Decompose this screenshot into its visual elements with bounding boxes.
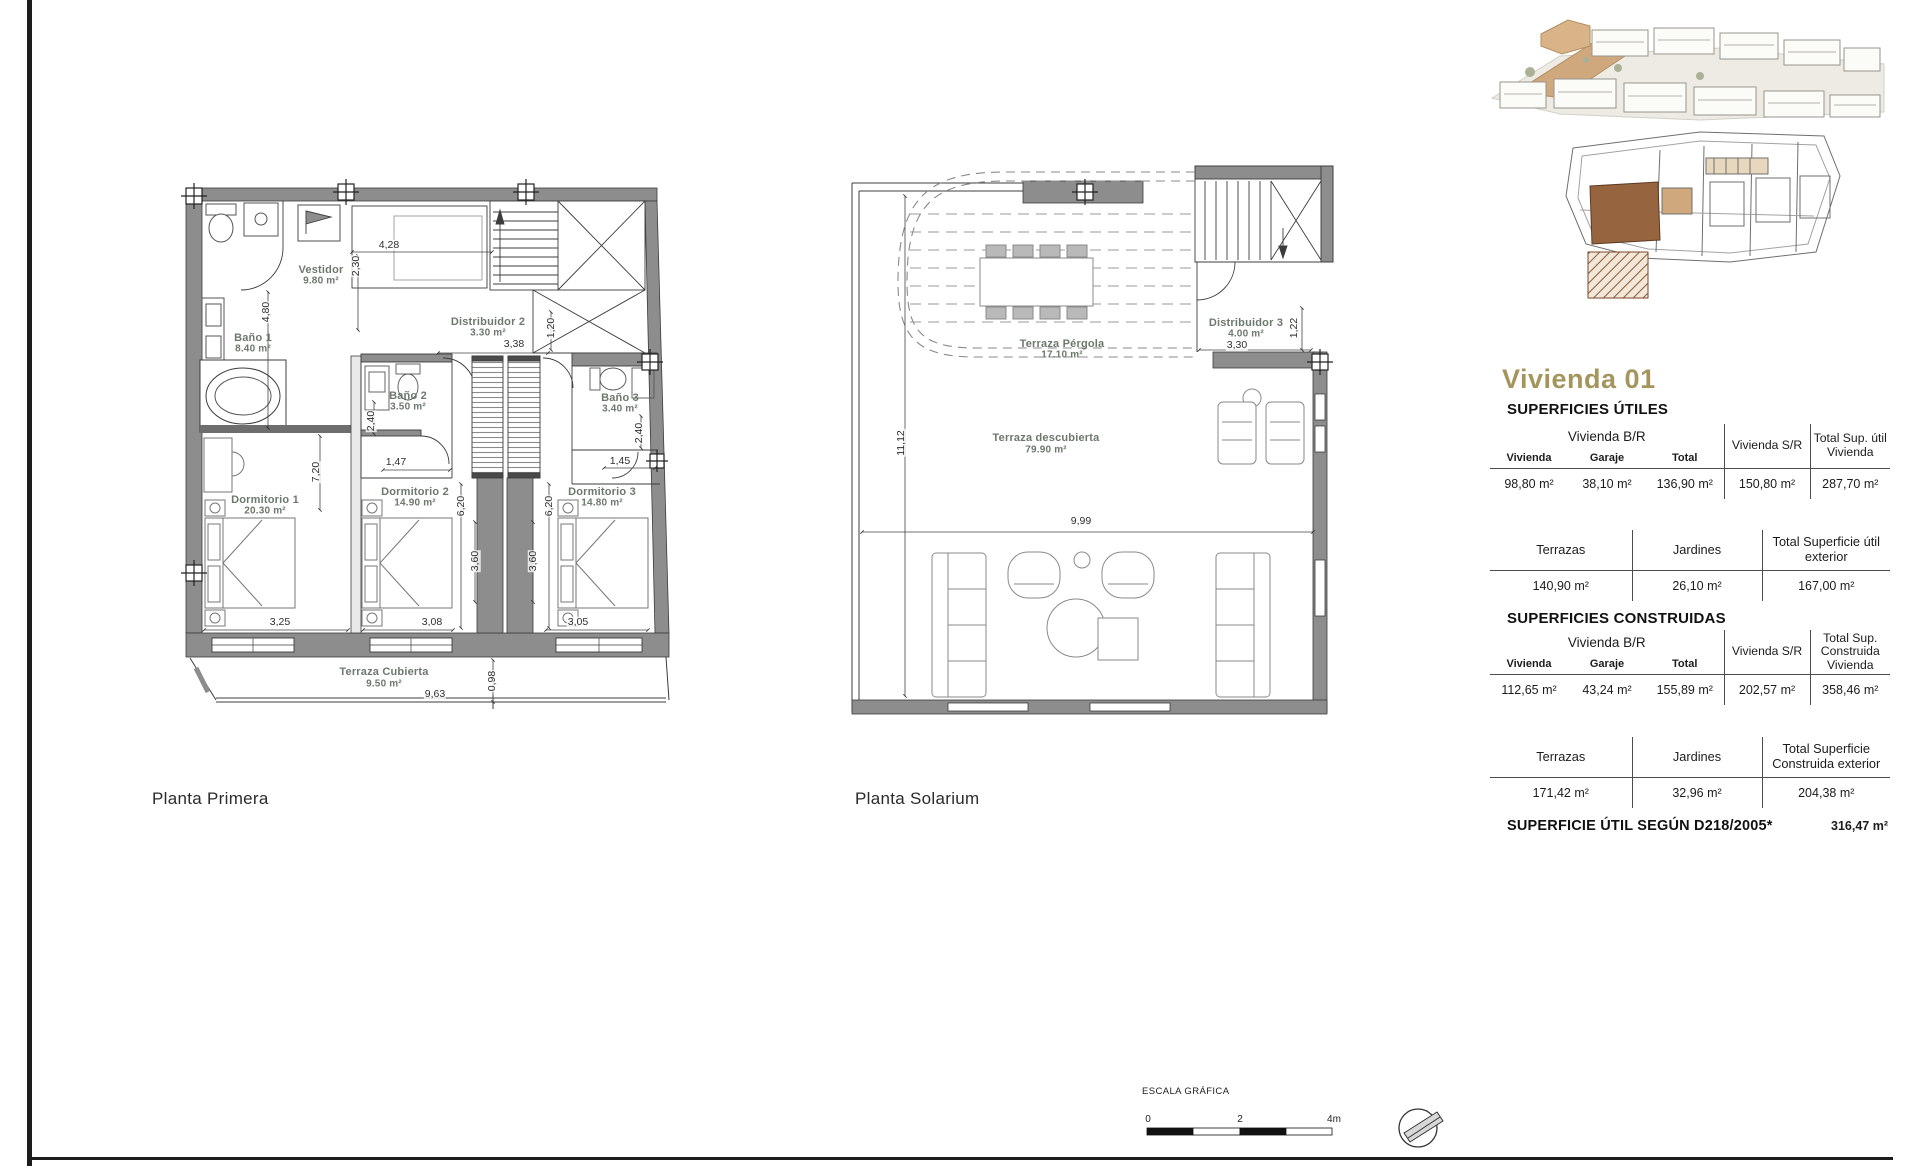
toilet-icon xyxy=(206,204,236,215)
dining-table-icon xyxy=(980,245,1093,319)
toilet-icon xyxy=(396,364,420,374)
room-area-pergola: 17.10 m² xyxy=(1041,349,1083,361)
dimension-label: 3,05 xyxy=(567,615,589,628)
site-plan-illustration xyxy=(1566,132,1840,298)
dimension-label: 4,28 xyxy=(378,238,400,251)
room-label-vestidor: Vestidor xyxy=(298,264,344,276)
room-area-dormitorio1: 20.30 m² xyxy=(244,505,286,517)
wardrobe-icon xyxy=(298,205,340,241)
col-header: Total Superficie útil exterior xyxy=(1762,530,1890,571)
col-subheader: Garaje xyxy=(1568,654,1646,675)
col-header: Vivienda S/R xyxy=(1724,424,1810,469)
value-cell: 140,90 m² xyxy=(1532,579,1589,593)
value-cell: 155,89 m² xyxy=(1656,683,1713,697)
room-label-dormitorio1: Dormitorio 1 xyxy=(231,494,299,506)
room-area-vestidor: 9.80 m² xyxy=(303,275,339,287)
col-subheader: Total xyxy=(1646,654,1724,675)
dimension-label: 3,60 xyxy=(526,550,539,572)
col-header: Jardines xyxy=(1632,737,1762,778)
room-area-distribuidor2: 3.30 m² xyxy=(470,327,506,339)
sun-lounger-icon xyxy=(1218,389,1304,464)
col-subheader: Garaje xyxy=(1568,448,1646,469)
dimension-label: 2,30 xyxy=(349,255,362,277)
value-cell: 204,38 m² xyxy=(1762,778,1890,809)
dimension-label: 2,40 xyxy=(364,410,377,432)
dimension-label: 11,12 xyxy=(894,430,907,456)
room-area-terraza-cubierta: 9.50 m² xyxy=(366,678,402,690)
value-cell: 171,42 m² xyxy=(1532,786,1589,800)
room-area-descubierta: 79.90 m² xyxy=(1025,444,1067,456)
sofa-set-icon xyxy=(932,552,1270,697)
room-label-bano2: Baño 2 xyxy=(389,390,427,402)
value-cell: 202,57 m² xyxy=(1724,675,1810,706)
scale-bar-label: ESCALA GRÁFICA xyxy=(1142,1086,1230,1097)
col-subheader: Vivienda xyxy=(1490,448,1568,469)
plan-caption-primera: Planta Primera xyxy=(152,789,269,808)
col-group-header: Vivienda B/R xyxy=(1567,634,1646,650)
superficie-util-footer xyxy=(1507,818,1888,834)
value-cell: 358,46 m² xyxy=(1810,675,1890,706)
value-cell: 167,00 m² xyxy=(1762,571,1890,602)
value-cell: 150,80 m² xyxy=(1724,469,1810,500)
col-header: Vivienda S/R xyxy=(1724,630,1810,675)
value-cell: 112,65 m² xyxy=(1501,683,1557,697)
sheet-left-border xyxy=(27,0,32,1166)
col-header: Total Superficie Construida exterior xyxy=(1762,737,1890,778)
room-label-bano3: Baño 3 xyxy=(601,392,639,404)
footer-label: SUPERFICIE ÚTIL SEGÚN D218/2005* xyxy=(1507,818,1773,834)
unit-title: Vivienda 01 xyxy=(1502,364,1656,394)
dimension-label: 3,08 xyxy=(421,615,443,628)
col-header: Total Sup. Construida Vivienda xyxy=(1810,630,1890,675)
highlighted-unit xyxy=(1590,182,1660,244)
superficies-construidas-table xyxy=(1490,630,1890,705)
wardrobe-icon xyxy=(472,356,540,478)
dimension-label: 3,60 xyxy=(468,550,481,572)
desk-icon xyxy=(204,438,244,492)
col-subheader: Vivienda xyxy=(1490,654,1568,675)
dimension-label: 2,40 xyxy=(632,422,645,444)
dimension-label: 1,22 xyxy=(1287,317,1300,339)
dimension-label: 3,30 xyxy=(1226,338,1248,351)
unit-garden-hatch xyxy=(1588,252,1648,298)
dimension-label: 9,99 xyxy=(1070,514,1092,527)
superficies-construidas-exterior-table xyxy=(1490,737,1890,808)
room-area-dormitorio3: 14.80 m² xyxy=(581,497,623,509)
dimension-label: 1,20 xyxy=(544,317,557,339)
section-superficies-utiles: SUPERFICIES ÚTILES xyxy=(1507,401,1669,418)
col-subheader: Total xyxy=(1646,448,1724,469)
room-label-dormitorio2: Dormitorio 2 xyxy=(381,486,449,498)
north-compass-icon xyxy=(1399,1109,1443,1147)
room-label-pergola: Terraza Pérgola xyxy=(1019,338,1105,350)
room-label-bano1: Baño 1 xyxy=(234,332,272,344)
col-header: Terrazas xyxy=(1490,737,1632,778)
value-cell: 26,10 m² xyxy=(1632,571,1762,602)
superficies-utiles-table xyxy=(1490,424,1890,499)
sheet-bottom-border xyxy=(27,1157,1893,1160)
dimension-label: 3,38 xyxy=(503,337,525,350)
shower-icon xyxy=(244,203,278,236)
plan-caption-solarium: Planta Solarium xyxy=(855,789,980,808)
bathtub-icon xyxy=(200,360,286,432)
scale-tick-4m: 4m xyxy=(1327,1114,1341,1125)
scale-tick-0: 0 xyxy=(1145,1114,1151,1125)
value-cell: 287,70 m² xyxy=(1810,469,1890,500)
scale-bar xyxy=(1147,1128,1332,1135)
room-area-bano3: 3.40 m² xyxy=(602,403,638,415)
room-area-bano1: 8.40 m² xyxy=(235,343,271,355)
superficies-utiles-exterior-table xyxy=(1490,530,1890,601)
dimension-label: 7,20 xyxy=(309,461,322,483)
room-label-distribuidor3: Distribuidor 3 xyxy=(1208,317,1284,329)
room-label-terraza-cubierta: Terraza Cubierta xyxy=(339,666,429,678)
value-cell: 43,24 m² xyxy=(1582,683,1632,697)
room-area-bano2: 3.50 m² xyxy=(390,401,426,413)
staircase-icon xyxy=(1195,166,1333,262)
dimension-label: 4,80 xyxy=(259,301,272,323)
value-cell: 98,80 m² xyxy=(1504,477,1554,491)
room-area-distribuidor3: 4.00 m² xyxy=(1228,328,1264,340)
staircase-icon xyxy=(490,201,645,353)
dimension-label: 3,25 xyxy=(269,615,291,628)
col-header: Terrazas xyxy=(1490,530,1632,571)
room-label-distribuidor2: Distribuidor 2 xyxy=(450,316,526,328)
col-header: Total Sup. útil Vivienda xyxy=(1810,424,1890,469)
dimension-label: 6,20 xyxy=(542,495,555,517)
dimension-label: 1,47 xyxy=(385,455,407,468)
room-label-dormitorio3: Dormitorio 3 xyxy=(568,486,636,498)
section-superficies-construidas: SUPERFICIES CONSTRUIDAS xyxy=(1507,610,1726,627)
toilet-icon xyxy=(600,368,626,390)
dimension-label: 6,20 xyxy=(454,495,467,517)
plan-primera-drawing xyxy=(181,179,669,709)
room-label-descubierta: Terraza descubierta xyxy=(992,432,1100,444)
col-group-header: Vivienda B/R xyxy=(1567,428,1646,444)
dimension-label: 9,63 xyxy=(424,687,446,700)
dimension-label: 1,45 xyxy=(609,454,631,467)
room-area-dormitorio2: 14.90 m² xyxy=(394,497,436,509)
bed-icon xyxy=(205,500,295,626)
value-cell: 32,96 m² xyxy=(1632,778,1762,809)
aerial-render-illustration xyxy=(1492,20,1884,120)
footer-value: 316,47 m² xyxy=(1831,819,1888,833)
value-cell: 136,90 m² xyxy=(1656,477,1713,491)
value-cell: 38,10 m² xyxy=(1582,477,1632,491)
col-header: Jardines xyxy=(1632,530,1762,571)
scale-tick-2: 2 xyxy=(1237,1114,1243,1125)
bed-icon xyxy=(362,497,452,626)
dimension-label: 0,98 xyxy=(485,670,498,692)
bed-icon xyxy=(558,497,648,626)
